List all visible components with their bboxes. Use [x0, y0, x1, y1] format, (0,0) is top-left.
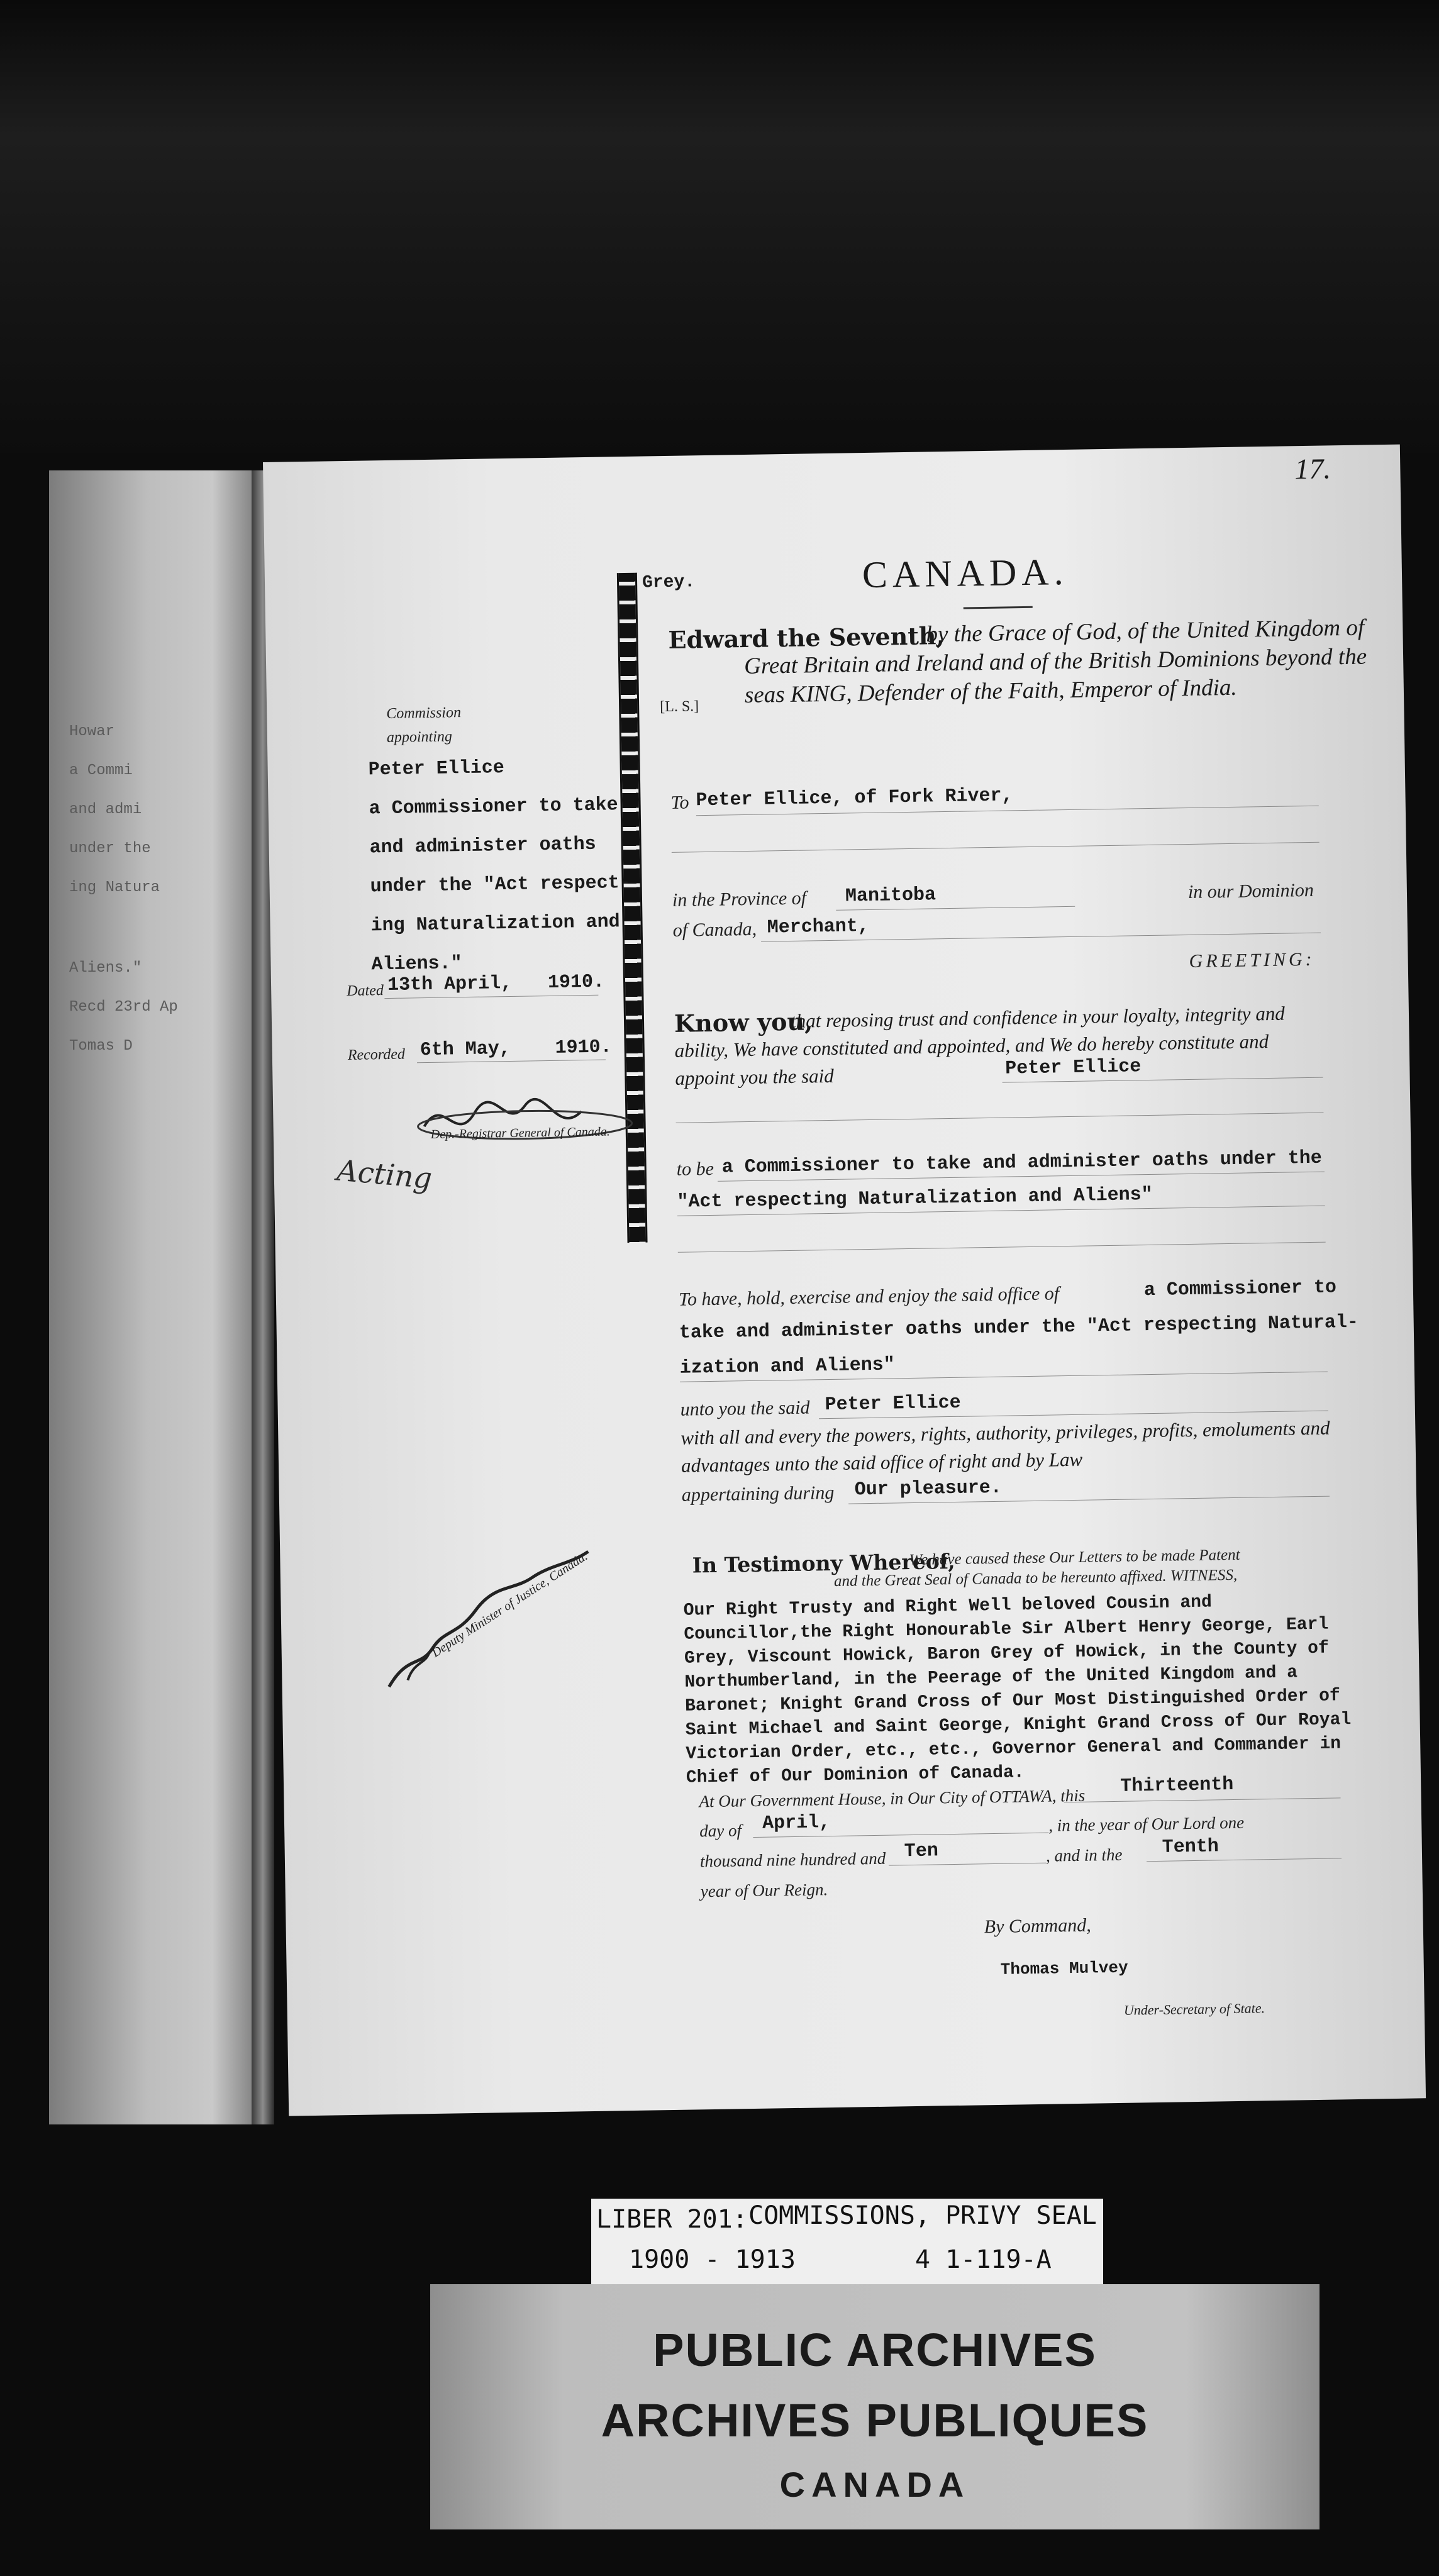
- royal-style: by the Grace of God, of the United Kingdom of Great Britain and Ireland and of the British Dominions beyond the seas KING, Defender of the Faith, Emperor of India.: [743, 614, 1367, 709]
- appointee-rule-2: [676, 1113, 1324, 1123]
- bleed-text: ing Natura: [69, 879, 160, 896]
- recorded-label: Recorded: [347, 1046, 406, 1063]
- appointing-label: appointing: [386, 728, 453, 746]
- reign-value: Tenth: [1162, 1836, 1220, 1858]
- marginal-heading: Grey.: [642, 572, 696, 593]
- greeting: GREETING:: [1189, 948, 1315, 972]
- to-have-text: To have, hold, exercise and enjoy the said office of: [678, 1283, 1060, 1310]
- bleed-text: a Commi: [69, 762, 133, 779]
- acting-signature: Acting: [335, 1153, 434, 1196]
- marginal-line: Peter Ellice: [368, 757, 504, 781]
- bleed-text: under the: [69, 840, 151, 857]
- document-page: [263, 445, 1426, 2116]
- title-ornament: [964, 606, 1033, 609]
- deputy-registrar-label: Dep.-Registrar General of Canada.: [430, 1124, 610, 1141]
- marginal-line: ing Naturalization and: [370, 911, 620, 937]
- dated-value: 13th April,: [387, 972, 513, 996]
- year-lord-label: , in the year of Our Lord one: [1048, 1813, 1245, 1835]
- seal-label: [L. S.]: [659, 698, 699, 716]
- occupation-value: Merchant,: [767, 915, 870, 939]
- appertaining-label: appertaining during: [681, 1482, 835, 1506]
- office-line: "Act respecting Naturalization and Aliens": [677, 1184, 1153, 1213]
- dated-year: 1910.: [547, 971, 605, 994]
- province-value: Manitoba: [845, 884, 936, 908]
- king-name: Edward the Seventh,: [668, 621, 945, 654]
- bleed-text: Tomas D: [69, 1038, 133, 1055]
- day-rule: [1064, 1797, 1341, 1802]
- to-value: Peter Ellice, of Fork River,: [696, 785, 1013, 812]
- reposing-text: that reposing trust and confidence in your loyalty, integrity and ability, We have constituted and appointed, and We do hereby constitute and appoint you the said: [674, 1002, 1286, 1089]
- liber-label-text: LIBER 201:: [596, 2205, 748, 2234]
- dominion-label: in our Dominion: [1187, 879, 1314, 902]
- month-value: April,: [762, 1812, 831, 1835]
- appertaining-value: Our pleasure.: [854, 1477, 1003, 1501]
- year-value: Ten: [904, 1840, 939, 1863]
- to-label: To: [670, 792, 689, 813]
- archives-placard: [430, 2284, 1320, 2529]
- deputy-minister-label: Deputy Minister of Justice, Canada.: [429, 1549, 591, 1660]
- office2-line: ization and Aliens": [679, 1354, 895, 1379]
- office2-line: a Commissioner to: [1143, 1277, 1337, 1302]
- page-number: 17.: [1294, 452, 1331, 486]
- bleed-text: and admi: [69, 801, 142, 818]
- marginal-line: a Commissioner to take: [369, 794, 618, 820]
- testimony-text: We have caused these Our Letters to be made Patent: [909, 1546, 1240, 1569]
- to-be-label: to be: [676, 1158, 714, 1180]
- marginal-line: under the "Act respect-: [370, 872, 631, 898]
- archives-line: CANADA: [779, 2465, 970, 2504]
- day-of-label: day of: [699, 1821, 742, 1841]
- recorded-value: 6th May,: [419, 1038, 511, 1062]
- archives-line: ARCHIVES PUBLIQUES: [601, 2394, 1149, 2446]
- office2-line: take and administer oaths under the "Act respecting Natural-: [679, 1311, 1359, 1344]
- signatory-title: Under-Secretary of State.: [1123, 2000, 1265, 2018]
- bleed-text: Aliens.": [69, 960, 142, 977]
- office-line: a Commissioner to take and administer oaths under the: [721, 1147, 1323, 1179]
- day-value: Thirteenth: [1120, 1774, 1234, 1797]
- liber-label-text: 1900 - 1913: [629, 2245, 796, 2274]
- witness-text: Our Right Trusty and Right Well beloved Cousin and Councillor,the Right Honourable Sir Albert Henry George, Earl Grey, Viscount Howick, Baron Grey of Howick, in the County of Northumberland, in the Peerage of the United Kingdom and a Baronet; Knight Grand Cross of Our Most Distinguished Order of Saint Michael and Saint George, Knight Grand Cross of Our Royal Victorian Order, etc., etc., Governor General and Commander in Chief of Our Dominion of Canada.: [683, 1592, 1352, 1788]
- unto-value: Peter Ellice: [825, 1392, 961, 1416]
- archives-line: PUBLIC ARCHIVES: [653, 2324, 1097, 2376]
- microfilm-dark-band: [0, 0, 1439, 453]
- recorded-year: 1910.: [555, 1036, 612, 1059]
- to-rule-2: [672, 842, 1320, 853]
- powers-text: with all and every the powers, rights, authority, privileges, profits, emoluments and advantages unto the said office of right and by Law: [681, 1416, 1330, 1477]
- province-label: in the Province of: [672, 887, 807, 911]
- year-rule: [889, 1863, 1046, 1866]
- reign-label: , and in the: [1045, 1845, 1123, 1865]
- thousand-label: thousand nine hundred and: [699, 1848, 886, 1871]
- testimony-heading: In Testimony Whereof,: [692, 1548, 955, 1578]
- dated-label: Dated: [347, 982, 384, 1000]
- marginal-line: Aliens.": [371, 953, 462, 976]
- liber-label-text: COMMISSIONS, PRIVY SEAL: [748, 2201, 1097, 2230]
- registrar-signature-icon: [386, 1085, 639, 1152]
- canada-label: of Canada,: [672, 918, 757, 941]
- document-title: CANADA.: [862, 550, 1069, 596]
- bleed-text: Howar: [69, 723, 115, 740]
- year-reign-label: year of Our Reign.: [700, 1880, 828, 1901]
- signatory: Thomas Mulvey: [1000, 1958, 1128, 1979]
- unto-label: unto you the said: [680, 1397, 810, 1420]
- commission-label: Commission: [386, 704, 462, 722]
- left-page: [49, 470, 267, 2124]
- liber-label-text: 4 1-119-A: [915, 2245, 1052, 2274]
- reign-rule: [1147, 1858, 1342, 1862]
- know-you: Know you,: [674, 1007, 813, 1038]
- marginal-line: and administer oaths: [369, 833, 596, 859]
- bleed-text: Recd 23rd Ap: [69, 999, 178, 1016]
- at-label: At Our Government House, in Our City of OTTAWA, this: [699, 1785, 1086, 1811]
- appointee: Peter Ellice: [1005, 1056, 1142, 1080]
- testimony-text: and the Great Seal of Canada to be hereunto affixed. WITNESS,: [833, 1566, 1238, 1590]
- office-rule-3: [678, 1242, 1326, 1253]
- by-command: By Command,: [984, 1914, 1091, 1938]
